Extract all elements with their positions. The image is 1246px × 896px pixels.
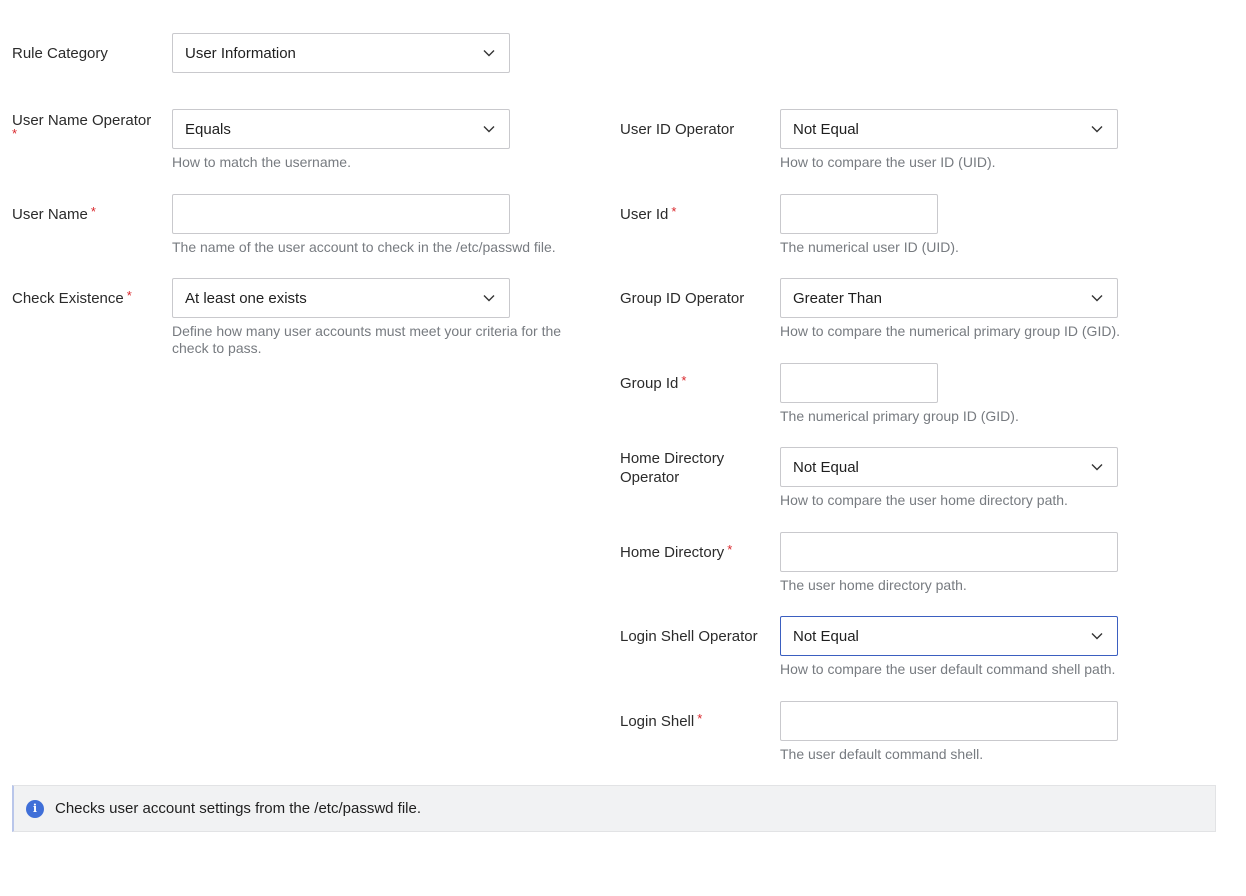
rule-category-select[interactable]: [172, 33, 510, 73]
required-mark: *: [90, 204, 96, 219]
login-shell-input[interactable]: [780, 701, 1118, 741]
user-name-operator-label: [12, 111, 151, 149]
required-mark: *: [697, 711, 703, 726]
home-directory-operator-hint: How to compare the user home directory path.: [780, 492, 1068, 508]
chevron-down-icon: [1077, 448, 1117, 486]
chevron-down-icon: [1077, 110, 1117, 148]
home-directory-label: [620, 543, 732, 562]
chevron-down-icon: [469, 279, 509, 317]
chevron-down-icon: [1077, 279, 1117, 317]
home-directory-operator-label-line2: Operator: [620, 469, 680, 486]
login-shell-operator-label: Login Shell Operator: [620, 628, 758, 645]
group-id-operator-label: Group ID Operator: [620, 290, 745, 307]
user-id-input[interactable]: [780, 194, 938, 234]
user-name-label-text: User Name: [12, 206, 88, 223]
check-existence-select[interactable]: [172, 278, 510, 318]
login-shell-hint: The user default command shell.: [780, 746, 984, 762]
required-mark: *: [671, 204, 677, 219]
home-directory-operator-value: Not Equal: [793, 458, 859, 476]
user-name-operator-hint: How to match the username.: [172, 154, 351, 170]
info-banner-text: Checks user account settings from the /etc/passwd file.: [55, 800, 421, 817]
check-existence-hint: Define how many user accounts must meet your criteria for the check to pass.: [172, 323, 562, 356]
user-name-label: [12, 205, 96, 224]
user-name-hint: The name of the user account to check in the /etc/passwd file.: [172, 239, 556, 255]
info-icon: i: [26, 800, 44, 818]
rule-category-label: Rule Category: [12, 45, 108, 62]
home-directory-input[interactable]: [780, 532, 1118, 572]
check-existence-value: At least one exists: [185, 289, 307, 307]
group-id-input[interactable]: [780, 363, 938, 403]
required-mark: *: [727, 542, 733, 557]
user-name-operator-value: Equals: [185, 120, 231, 138]
rule-category-value: User Information: [185, 44, 296, 62]
chevron-down-icon: [469, 110, 509, 148]
user-id-operator-value: Not Equal: [793, 120, 859, 138]
chevron-down-icon: [1077, 617, 1117, 655]
group-id-label-text: Group Id: [620, 375, 679, 392]
login-shell-operator-value: Not Equal: [793, 627, 859, 645]
user-id-operator-select[interactable]: [780, 109, 1118, 149]
group-id-hint: The numerical primary group ID (GID).: [780, 408, 1019, 424]
group-id-label: [620, 374, 686, 393]
user-name-operator-select[interactable]: [172, 109, 510, 149]
user-name-operator-label-text: User Name Operator: [12, 112, 152, 129]
home-directory-label-text: Home Directory: [620, 544, 725, 561]
login-shell-operator-select[interactable]: [780, 616, 1118, 656]
info-banner: [12, 785, 1216, 832]
home-directory-operator-label: [620, 449, 724, 487]
home-directory-operator-select[interactable]: [780, 447, 1118, 487]
user-id-label-text: User Id: [620, 206, 669, 223]
group-id-operator-select[interactable]: [780, 278, 1118, 318]
group-id-operator-hint: How to compare the numerical primary group ID (GID).: [780, 323, 1120, 339]
user-id-label: [620, 205, 676, 224]
chevron-down-icon: [469, 34, 509, 72]
home-directory-operator-label-line1: Home Directory: [620, 450, 725, 467]
required-mark: *: [12, 126, 18, 141]
home-directory-hint: The user home directory path.: [780, 577, 967, 593]
user-id-operator-label: User ID Operator: [620, 121, 735, 138]
user-name-input[interactable]: [172, 194, 510, 234]
user-id-hint: The numerical user ID (UID).: [780, 239, 959, 255]
required-mark: *: [681, 373, 687, 388]
login-shell-label-text: Login Shell: [620, 713, 695, 730]
user-id-operator-hint: How to compare the user ID (UID).: [780, 154, 996, 170]
login-shell-label: [620, 712, 702, 731]
required-mark: *: [126, 288, 132, 303]
check-existence-label: [12, 289, 132, 308]
login-shell-operator-hint: How to compare the user default command shell path.: [780, 661, 1116, 677]
group-id-operator-value: Greater Than: [793, 289, 882, 307]
check-existence-label-text: Check Existence: [12, 290, 124, 307]
